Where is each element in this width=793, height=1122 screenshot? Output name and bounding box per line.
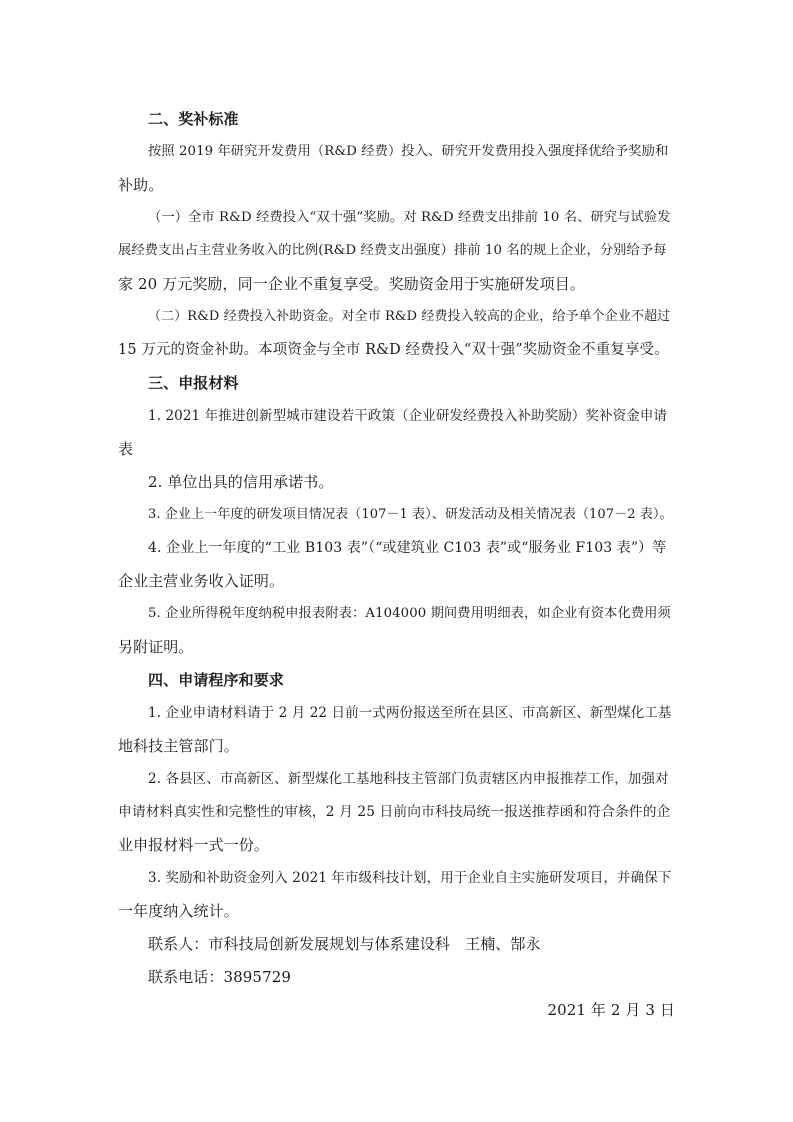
paragraph-line: （二）R&D 经费投入补助资金。对全市 R&D 经费投入较高的企业，给予单个企业不超过 [148, 309, 671, 324]
paragraph-line: 家 20 万元奖励，同一企业不重复享受。奖励资金用于实施研发项目。 [118, 275, 585, 293]
list-item-line: 企业主营业务收入证明。 [118, 572, 285, 590]
contact-person: 联系人：市科技局创新发展规划与体系建设科 王楠、郜永 [148, 935, 541, 953]
paragraph-line: （一）全市 R&D 经费投入“双十强”奖励。对 R&D 经费支出排前 10 名、研究与试验发 [148, 210, 671, 225]
list-item-line: 一年度纳入统计。 [118, 902, 239, 920]
section-heading-application-materials: 三、申报材料 [148, 374, 239, 392]
section-heading-award-standard: 二、奖补标准 [148, 110, 239, 128]
list-item-line: 申请材料真实性和完整性的审核，2 月 25 日前向市科技局统一报送推荐函和符合条件的企 [118, 804, 671, 820]
contact-phone: 联系电话：3895729 [148, 968, 292, 986]
paragraph-line: 按照 2019 年研究开发费用（R&D 经费）投入、研究开发费用投入强度择优给予奖励和 [148, 144, 669, 159]
list-item-line: 5. 企业所得税年度纳税申报表附表：A104000 期间费用明细表，如企业有资本化费用须 [148, 606, 671, 621]
list-item-line: 2. 各县区、市高新区、新型煤化工基地科技主管部门负责辖区内申报推荐工作，加强对 [148, 771, 669, 787]
list-item-line: 另附证明。 [118, 638, 194, 656]
list-item-line: 业申报材料一式一份。 [118, 836, 270, 854]
document-date: 2021 年 2 月 3 日 [547, 1001, 675, 1019]
list-item-line: 3. 奖励和补助资金列入 2021 年市级科技计划，用于企业自主实施研发项目，并确保下 [148, 870, 672, 886]
list-item-line: 2. 单位出具的信用承诺书。 [148, 473, 334, 491]
paragraph-line: 补助。 [118, 176, 164, 194]
list-item-line: 1. 2021 年推进创新型城市建设若干政策（企业研发经费投入补助奖励）奖补资金申请 [148, 408, 668, 424]
paragraph-line: 展经费支出占主营业务收入的比例(R&D 经费支出强度）排前 10 名的规上企业，分别给予每 [118, 243, 667, 258]
section-heading-procedure: 四、申请程序和要求 [148, 671, 284, 689]
list-item-line: 1. 企业申请材料请于 2 月 22 日前一式两份报送至所在县区、市高新区、新型煤化工基 [148, 705, 672, 721]
paragraph-line: 15 万元的资金补助。本项资金与全市 R&D 经费投入“双十强”奖励资金不重复享受。 [118, 342, 669, 358]
list-item-line: 地科技主管部门。 [118, 737, 239, 755]
list-item-line: 表 [118, 440, 134, 458]
list-item-line: 3. 企业上一年度的研发项目情况表（107－1 表）、研发活动及相关情况表（107－2 表）。 [148, 507, 673, 522]
list-item-line: 4. 企业上一年度的“工业 B103 表”（“或建筑业 C103 表”或“服务业 F103 表”）等 [148, 540, 667, 556]
